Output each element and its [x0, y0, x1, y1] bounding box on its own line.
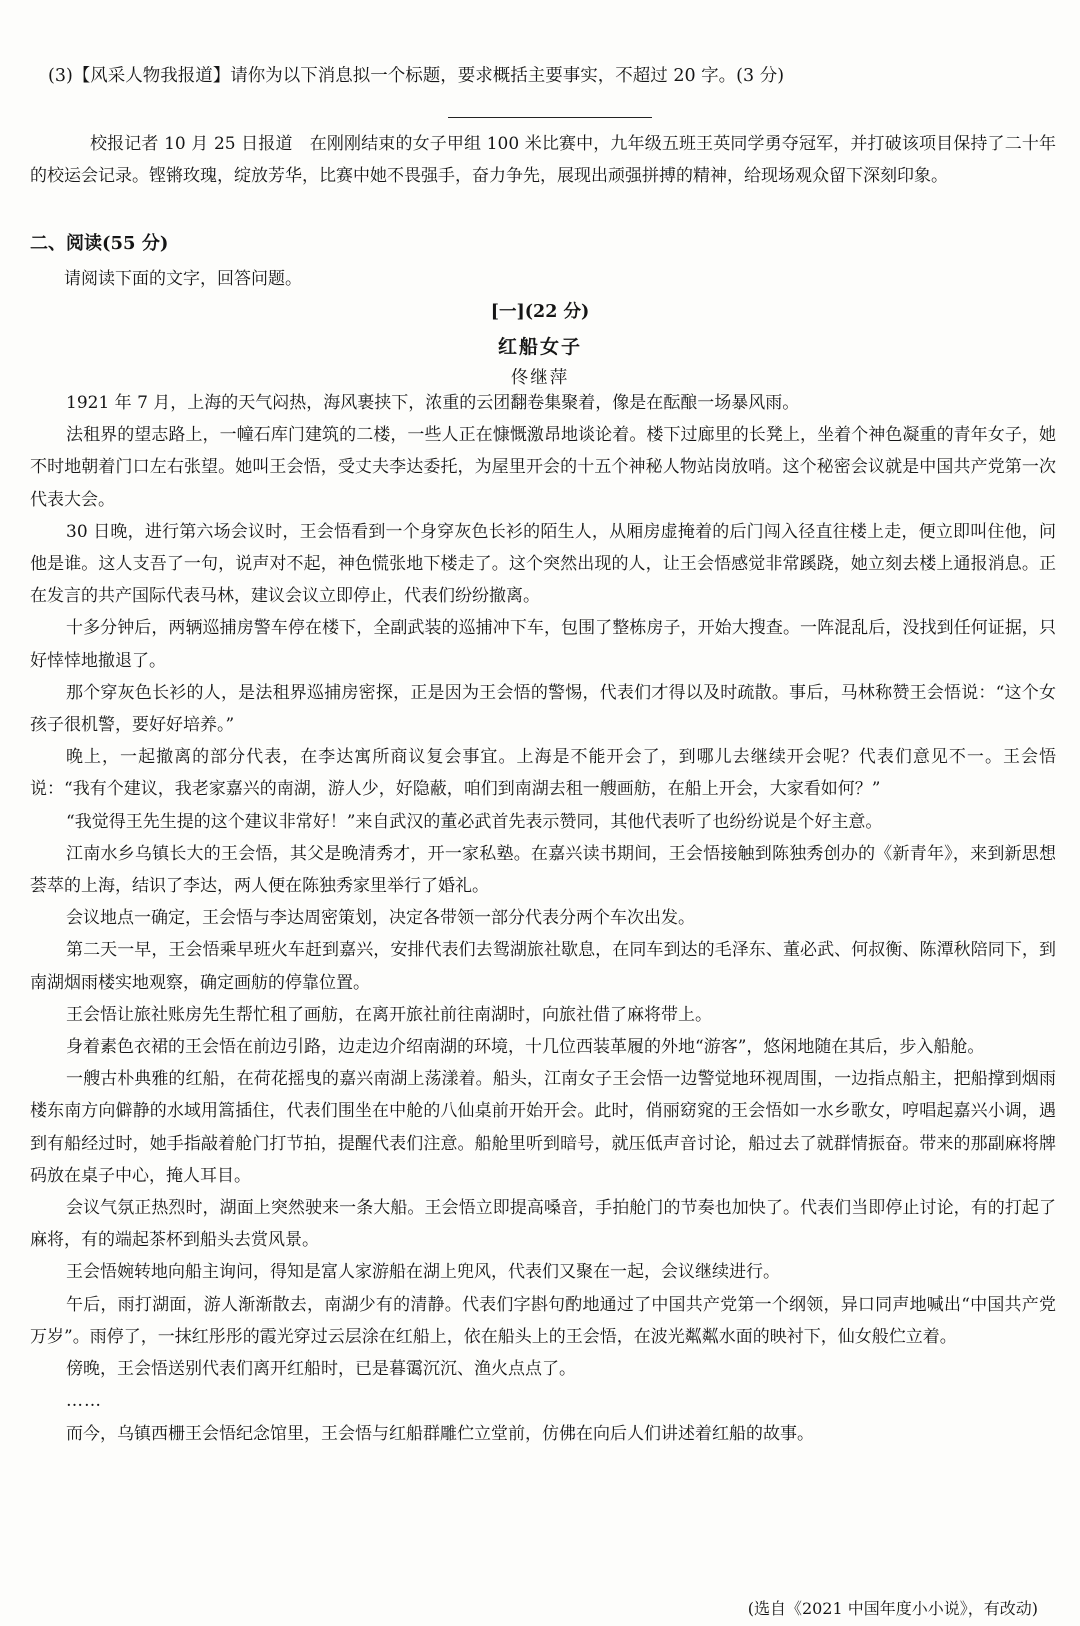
article-paragraph: 会议气氛正热烈时，湖面上突然驶来一条大船。王会悟立即提高嗓音，手拍舱门的节奏也加快了。代表们当即停止讨论，有的打起了麻将，有的端起茶杯到船头去赏风景。 [30, 1198, 1056, 1251]
article-paragraph: 30 日晚，进行第六场会议时，王会悟看到一个身穿灰色长衫的陌生人，从厢房虚掩着的后门闯入径直往楼上走，便立即叫住他，问他是谁。这人支吾了一句，说声对不起，神色慌张地下楼走了。这个突然出现的人，让王会悟感觉非常蹊跷，她立刻去楼上通报消息。正在发言的共产国际代表马林，建议会议立即停止，代表们纷纷撤离。 [30, 521, 1056, 607]
section-2-heading: 二、阅读(55 分) [30, 233, 169, 254]
question-3: (3)【风采人物我报道】请你为以下消息拟一个标题，要求概括主要事实，不超过 20 字。(3 分) [48, 66, 785, 86]
article-paragraph: 王会悟婉转地向船主询问，得知是富人家游船在湖上兜风，代表们又聚在一起，会议继续进行。 [66, 1262, 780, 1283]
article-paragraph: 而今，乌镇西栅王会悟纪念馆里，王会悟与红船群雕伫立堂前，仿佛在向后人们讲述着红船的故事。 [66, 1423, 814, 1444]
article-paragraph: 午后，雨打湖面，游人渐渐散去，南湖少有的清静。代表们字斟句酌地通过了中国共产党第一个纲领，异口同声地喊出“中国共产党万岁”。雨停了，一抹红彤彤的霞光穿过云层涂在红船上，依在船头上的王会悟，在波光粼粼水面的映衬下，仙女般伫立着。 [30, 1294, 1056, 1347]
article-paragraph: 一艘古朴典雅的红船，在荷花摇曳的嘉兴南湖上荡漾着。船头，江南女子王会悟一边警觉地环视周围，一边指点船主，把船撑到烟雨楼东南方向僻静的水域用篙插住，代表们围坐在中舱的八仙桌前开始开会。此时，俏丽窈窕的王会悟如一水乡歌女，哼唱起嘉兴小调，遇到有船经过时，她手指敲着舱门打节拍，提醒代表们注意。船舱里听到暗号，就压低声音讨论，船过去了就群情振奋。带来的那副麻将牌码放在桌子中心，掩人耳目。 [30, 1069, 1056, 1186]
article-paragraph: 那个穿灰色长衫的人，是法租界巡捕房密探，正是因为王会悟的警惕，代表们才得以及时疏散。事后，马林称赞王会悟说：“这个女孩子很机警，要好好培养。” [30, 682, 1056, 736]
article-paragraph: 身着素色衣裙的王会悟在前边引路，边走边介绍南湖的环境，十几位西装革履的外地“游客”，悠闲地随在其后，步入船舱。 [66, 1037, 985, 1058]
answer-blank-line[interactable] [448, 117, 652, 118]
news-passage: 校报记者 10 月 25 日报道 在刚刚结束的女子甲组 100 米比赛中，九年级五班王英同学勇夺冠军，并打破该项目保持了二十年的校运会记录。铿锵玫瑰，绽放芳华，比赛中她不畏强手，奋力争先，展现出顽强拼搏的精神，给现场观众留下深刻印象。 [30, 134, 1056, 186]
article-paragraph: 会议地点一确定，王会悟与李达周密策划，决定各带领一部分代表分两个车次出发。 [66, 908, 695, 929]
ellipsis-line: …… [66, 1391, 102, 1412]
article-paragraph: 傍晚，王会悟送别代表们离开红船时，已是暮霭沉沉、渔火点点了。 [66, 1359, 576, 1380]
article-paragraph: 江南水乡乌镇长大的王会悟，其父是晚清秀才，开一家私塾。在嘉兴读书期间，王会悟接触到陈独秀创办的《新青年》，来到新思想荟萃的上海，结识了李达，两人便在陈独秀家里举行了婚礼。 [30, 843, 1056, 897]
article-paragraph: “我觉得王先生提的这个建议非常好！”来自武汉的董必武首先表示赞同，其他代表听了也纷纷说是个好主意。 [66, 811, 883, 832]
article-author: 佟继萍 [510, 368, 570, 388]
article-paragraph: 1921 年 7 月，上海的天气闷热，海风裹挟下，浓重的云团翻卷集聚着，像是在酝酿一场暴风雨。 [66, 393, 800, 413]
article-paragraph: 十多分钟后，两辆巡捕房警车停在楼下，全副武装的巡捕冲下车，包围了整栋房子，开始大搜查。一阵混乱后，没找到任何证据，只好悻悻地撤退了。 [30, 618, 1056, 671]
article-title: 红船女子 [497, 336, 582, 358]
article-paragraph: 王会悟让旅社账房先生帮忙租了画舫，在离开旅社前往南湖时，向旅社借了麻将带上。 [66, 1004, 712, 1025]
source-note: (选自《2021 中国年度小小说》，有改动) [747, 1599, 1038, 1618]
section-2-instruction: 请阅读下面的文字，回答问题。 [64, 269, 302, 289]
part-number: [一](22 分) [490, 302, 590, 322]
article-paragraph: 法租界的望志路上，一幢石库门建筑的二楼，一些人正在慷慨激昂地谈论着。楼下过廊里的长凳上，坐着个神色凝重的青年女子，她不时地朝着门口左右张望。她叫王会悟，受丈夫李达委托，为屋里开会的十五个神秘人物站岗放哨。这个秘密会议就是中国共产党第一次代表大会。 [30, 425, 1056, 510]
article-paragraph: 第二天一早，王会悟乘早班火车赶到嘉兴，安排代表们去鸳湖旅社歇息，在同车到达的毛泽东、董必武、何叔衡、陈潭秋陪同下，到南湖烟雨楼实地观察，确定画舫的停靠位置。 [30, 940, 1056, 993]
article-body [30, 387, 1056, 1450]
article-paragraph: 晚上，一起撤离的部分代表，在李达寓所商议复会事宜。上海是不能开会了，到哪儿去继续开会呢？代表们意见不一。王会悟说：“我有个建议，我老家嘉兴的南湖，游人少，好隐蔽，咱们到南湖去租一艘画舫，在船上开会，大家看如何？” [30, 747, 1056, 800]
